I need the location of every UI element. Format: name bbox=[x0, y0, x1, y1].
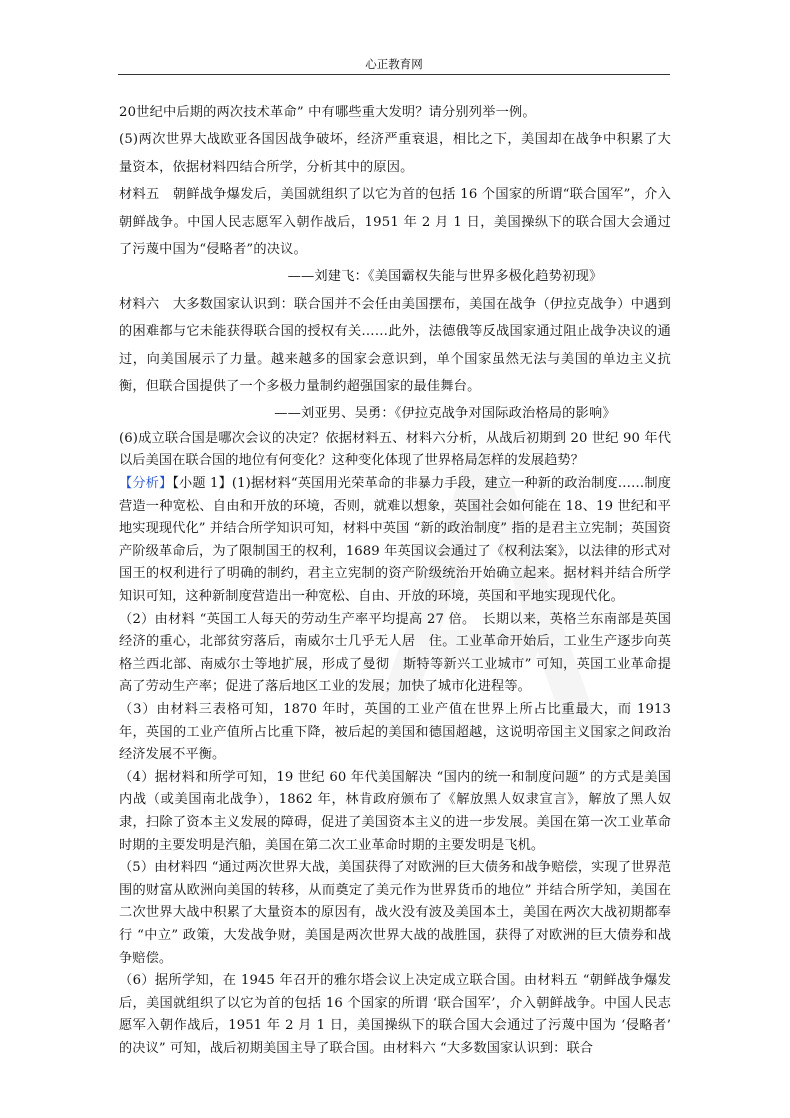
analysis-tag: 【分析】 bbox=[119, 476, 173, 492]
source-citation-5: ——刘建飞：《美国霸权失能与世界多极化趋势初现》 bbox=[287, 269, 603, 285]
material-6: 材料六 大多数国家认识到：联合国并不会任由美国摆布，美国在战争（伊拉克战争）中遇到的困难都与它未能获得联合国的授权有关……此外，法德俄等反战国家通过阻止战争决议的通过，向美国展示了力量。越来越多的国家会意识到，单个国家虽然无法与美国的单边主义抗衡，但联合国提供了一个多极力量制约超强国家的最佳舞台。 bbox=[119, 296, 671, 395]
source-citation-6: ——刘亚男、吴勇：《伊拉克战争对国际政治格局的影响》 bbox=[274, 406, 616, 422]
analysis-5: （5）由材料四 “通过两次世界大战，美国获得了对欧洲的巨大债务和战争赔偿，实现了世界范围的财富从欧洲向美国的转移，从而奠定了美元作为世界货币的地位” 并结合所学知，美国在二次世界大战中积累了大量资本的原因有，战火没有波及美国本土，美国在两次大战初期都奉行 “中立” 政策，大发战争财，美国是两次世界大战的战胜国，获得了对欧洲的巨大债券和战争赔偿。 bbox=[119, 860, 671, 966]
page-header bbox=[118, 54, 670, 75]
document-body bbox=[119, 99, 671, 1061]
question-text: 20世纪中后期的两次技术革命” 中有哪些重大发明？请分别列举一例。 bbox=[119, 105, 536, 120]
site-name: 心正教育网 bbox=[365, 57, 423, 71]
analysis-2: （2）由材料 “英国工人每天的劳动生产率平均提高 27 倍。 长期以来，英格兰东南部是英国经济的重心，北部贫穷落后，南威尔士几乎无人居 住。工业革命开始后，工业生产逐步向英格兰西北部、南威尔士等地扩展，形成了曼彻 斯特等新兴工业城市” 可知，英国工业革命提高了劳动生产率；促进了落后地区工业的发展；加快了城市化进程等。 bbox=[119, 611, 671, 695]
analysis-1 bbox=[119, 473, 671, 609]
analysis-4: （4）据材料和所学可知，19 世纪 60 年代美国解决 “国内的统一和制度问题” 的方式是美国内战（或美国南北战争），1862 年，林肯政府颁布了《解放黑人奴隶宣言》，解放了黑人奴隶，扫除了资本主义发展的障碍，促进了美国资本主义的进一步发展。美国在第一次工业革命时期的主要发明是汽船，美国在第二次工业革命时期的主要发明是飞机。 bbox=[119, 769, 671, 853]
analysis-3: （3）由材料三表格可知，1870 年时，英国的工业产值在世界上所占比重最大，而 1913 年，英国的工业产值所占比重下降，被后起的美国和德国超越，这说明帝国主义国家之间政治经济发展不平衡。 bbox=[119, 702, 671, 763]
question-5: (5)两次世界大战欧亚各国因战争破坏，经济严重衰退，相比之下，美国却在战争中积累了大量资本，依据材料四结合所学，分析其中的原因。 bbox=[119, 132, 671, 175]
analysis-6: （6）据所学知，在 1945 年召开的雅尔塔会议上决定成立联合国。由材料五 “朝鲜战争爆发后，美国就组织了以它为首的包括 16 个国家的所谓 ‘联合国军’，介入朝鲜战争。中国人民志愿军入朝作战后，1951 年 2 月 1 日，美国操纵下的联合国大会通过了污蔑中国为 ‘侵略者’ 的决议” 可知，战后初期美国主导了联合国。由材料六 “大多数国家认识到：联合 bbox=[119, 973, 671, 1056]
analysis-1-text: 【小题 1】(1)据材料“英国用光荣革命的非暴力手段，建立一种新的政治制度……制度营造一种宽松、自由和开放的环境，否则，就难以想象，英国社会如何能在 18、19 世纪和平地实现现代化” 并结合所学知识可知，材料中英国 “新的政治制度” 指的是君主立宪制；英国资产阶级革命后，为了限制国王的权利，1689 年英国议会通过了《权利法案》，以法律的形式对国王的权利进行了明确的制约，君主立宪制的资产阶级统治开始确立起来。据材料并结合所学知识可知，这种新制度营造出一种宽松、自由、开放的环境，英国和平地实现现代化。 bbox=[119, 476, 671, 605]
material-5: 材料五 朝鲜战争爆发后，美国就组织了以它为首的包括 16 个国家的所谓“联合国军”，介入朝鲜战争。中国人民志愿军入朝作战后，1951 年 2 月 1 日，美国操纵下的联合国大会通过了污蔑中国为“侵略者”的决议。 bbox=[119, 187, 671, 258]
question-6: (6)成立联合国是哪次会议的决定？依据材料五、材料六分析，从战后初期到 20 世纪 90 年代以后美国在联合国的地位有何变化？这种变化体现了世界格局怎样的发展趋势？ bbox=[119, 430, 671, 469]
